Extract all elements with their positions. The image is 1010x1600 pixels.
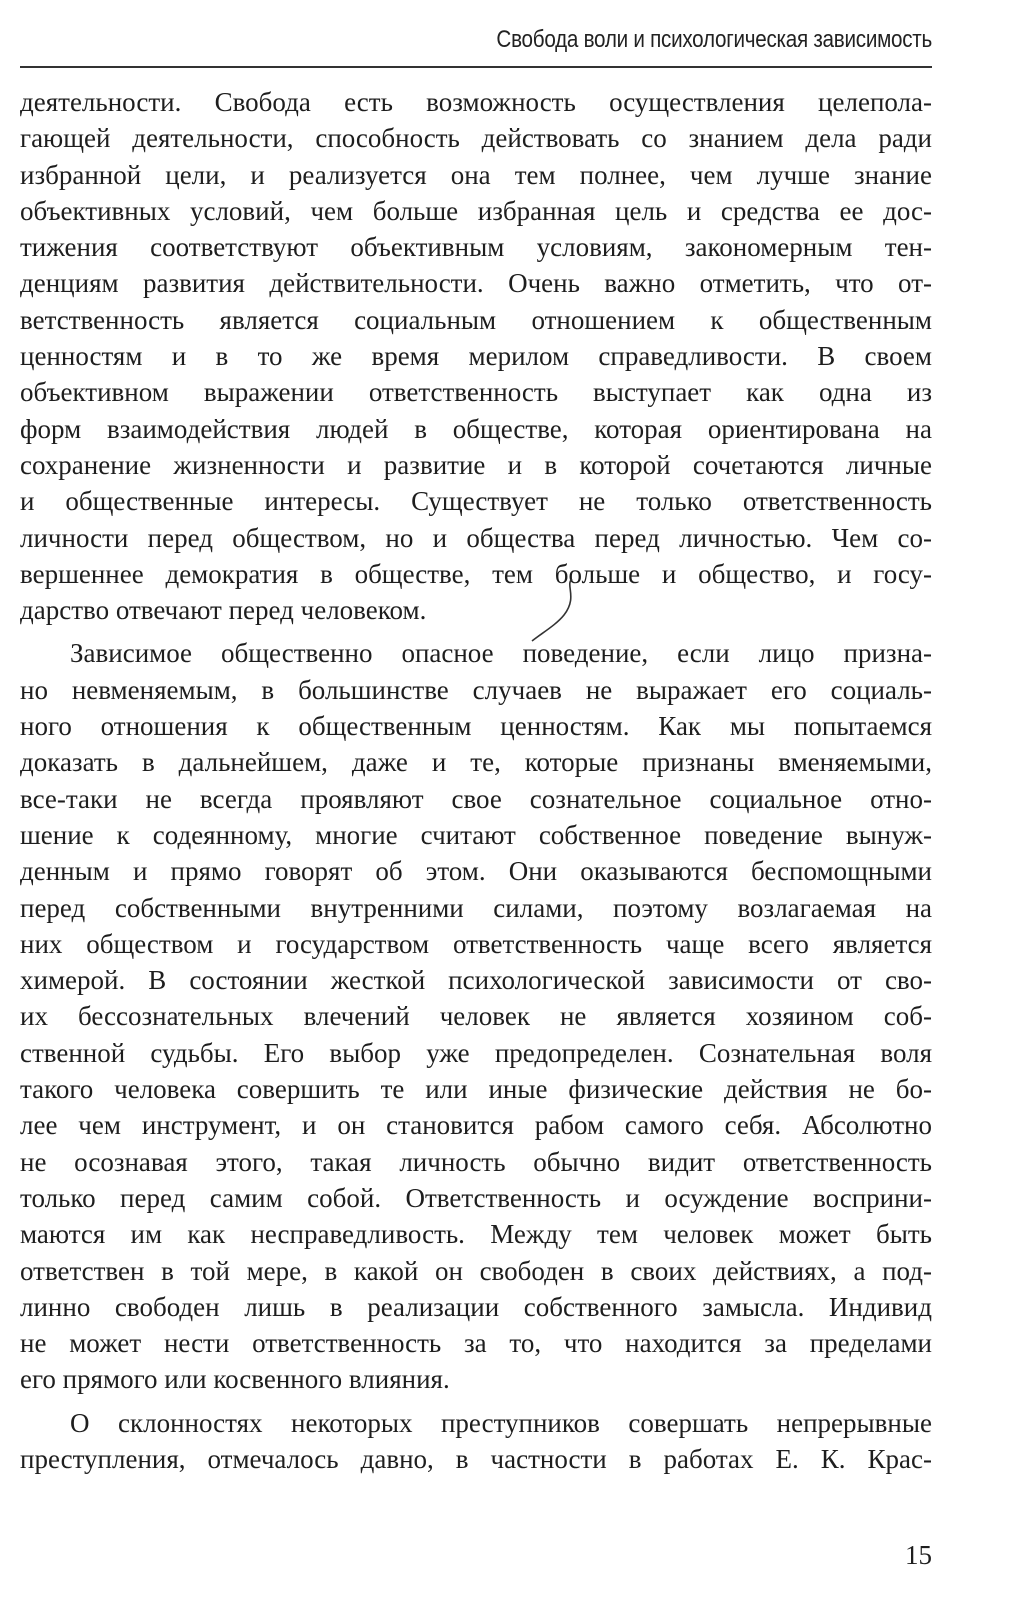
paragraph-2: [20, 635, 932, 1397]
text-line: химерой. В состоянии жесткой психологической зависимости от сво-: [20, 965, 932, 996]
text-line: и общественные интересы. Существует не только ответственность: [20, 486, 932, 517]
text-line: его прямого или косвенного влияния.: [20, 1364, 450, 1395]
text-line: не осознавая этого, такая личность обычно видит ответственность: [20, 1146, 932, 1177]
text-line: О склонностях некоторых преступников совершать непрерывные: [70, 1407, 932, 1438]
text-line: Зависимое общественно опасное поведение, если лицо призна-: [70, 638, 932, 669]
text-line: дарство отвечают перед человеком.: [20, 595, 427, 626]
text-line: ного отношения к общественным ценностям. Как мы попытаемся: [20, 711, 932, 742]
header-rule: [20, 66, 932, 68]
text-line: вершеннее демократия в обществе, тем больше и общество, и госу-: [20, 558, 932, 589]
text-line: их бессознательных влечений человек не является хозяином соб-: [20, 1001, 932, 1032]
text-line: ценностям и в то же время мерилом справедливости. В своем: [20, 341, 932, 372]
text-line: ственной судьбы. Его выбор уже предопределен. Сознательная воля: [20, 1037, 932, 1068]
text-line: не может нести ответственность за то, что находится за пределами: [20, 1328, 932, 1359]
text-line: них обществом и государством ответственность чаще всего является: [20, 928, 932, 959]
text-line: объективном выражении ответственность выступает как одна из: [20, 377, 932, 408]
text-line: объективных условий, чем больше избранная цель и средства ее дос-: [20, 195, 932, 226]
text-line: избранной цели, и реализуется она тем полнее, чем лучше знание: [20, 159, 932, 190]
text-line: преступления, отмечалось давно, в частности в работах Е. К. Крас-: [20, 1443, 932, 1474]
paragraph-1: [20, 84, 932, 628]
text-line: личности перед обществом, но и общества перед личностью. Чем со-: [20, 522, 932, 553]
text-line: все-таки не всегда проявляют свое сознательное социальное отно-: [20, 783, 932, 814]
text-line: такого человека совершить те или иные физические действия не бо-: [20, 1074, 932, 1105]
text-line: форм взаимодействия людей в обществе, которая ориентирована на: [20, 413, 932, 444]
text-line: денным и прямо говорят об этом. Они оказываются беспомощными: [20, 856, 932, 887]
text-line: шение к содеянному, многие считают собственное поведение вынуж-: [20, 819, 932, 850]
text-line: только перед самим собой. Ответственность и осуждение восприни-: [20, 1182, 932, 1213]
text-line: деятельности. Свобода есть возможность осуществления целепола-: [20, 87, 932, 117]
page-number: 15: [905, 1540, 932, 1570]
running-header: Свобода воли и психологическая зависимость: [496, 26, 932, 53]
text-line: доказать в дальнейшем, даже и те, которые признаны вменяемыми,: [20, 747, 932, 778]
text-line: ветственность является социальным отношением к общественным: [20, 304, 932, 335]
paragraph-3: [20, 1405, 932, 1478]
text-line: маются им как несправедливость. Между тем человек может быть: [20, 1219, 932, 1250]
text-line: перед собственными внутренними силами, поэтому возлагаемая на: [20, 892, 932, 923]
body-text: [20, 84, 932, 1477]
text-line: ответствен в той мере, в какой он свободен в своих действиях, а под-: [20, 1255, 932, 1286]
text-line: но невменяемым, в большинстве случаев не выражает его социаль-: [20, 674, 932, 705]
text-line: тижения соответствуют объективным условиям, закономерным тен-: [20, 232, 932, 263]
pen-mark-icon: [520, 575, 590, 645]
text-line: линно свободен лишь в реализации собственного замысла. Индивид: [20, 1291, 932, 1322]
text-line: сохранение жизненности и развитие и в которой сочетаются личные: [20, 449, 932, 480]
text-line: гающей деятельности, способность действовать со знанием дела ради: [20, 123, 932, 154]
text-line: денциям развития действительности. Очень важно отметить, что от-: [20, 268, 932, 299]
text-line: лее чем инструмент, и он становится рабом самого себя. Абсолютно: [20, 1110, 932, 1141]
